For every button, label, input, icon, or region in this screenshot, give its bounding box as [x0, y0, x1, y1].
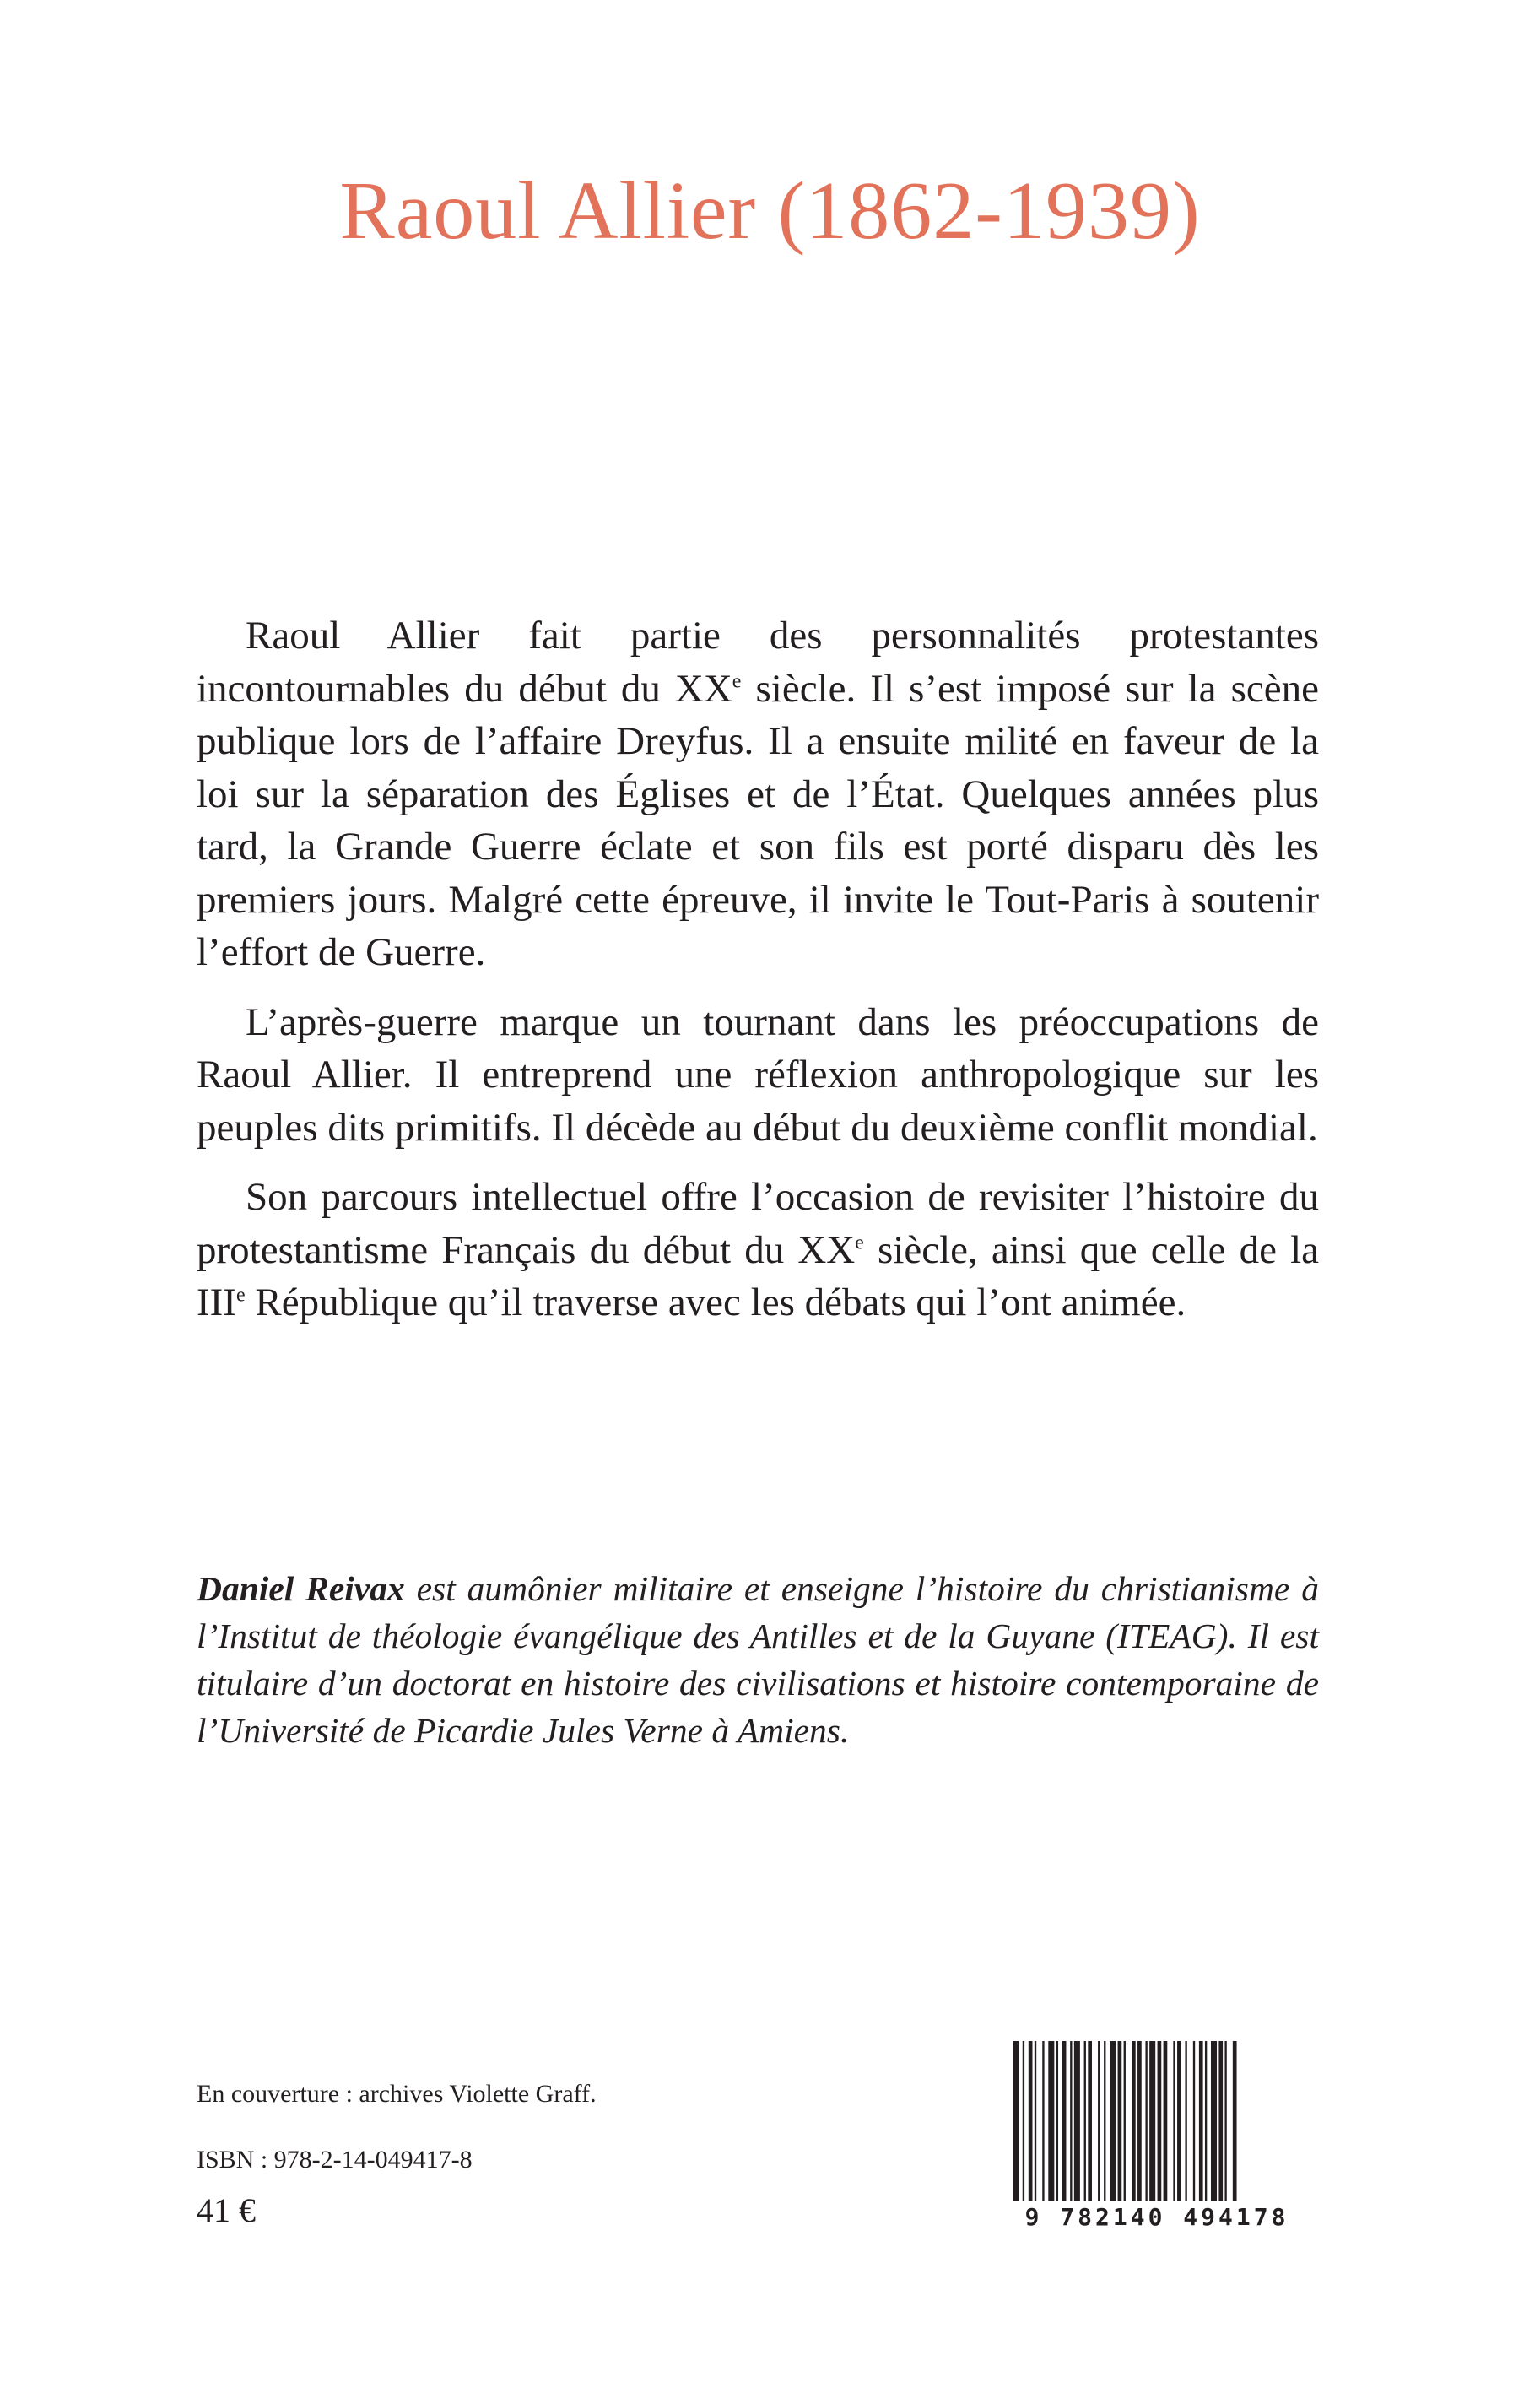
barcode-bar	[1177, 2041, 1181, 2201]
barcode-bar	[1029, 2041, 1033, 2201]
barcode-bar	[1056, 2041, 1058, 2201]
barcode-bar	[1088, 2041, 1092, 2201]
back-cover-summary	[197, 609, 1319, 1346]
book-title: Raoul Allier (1862-1939)	[339, 165, 1201, 257]
summary-paragraph-1	[197, 609, 1319, 979]
superscript: e	[732, 669, 742, 692]
summary-text: République qu’il traverse avec les débats qui l’ont animée.	[245, 1280, 1186, 1324]
superscript: e	[855, 1231, 864, 1253]
barcode-bar	[1110, 2041, 1116, 2201]
author-bio	[197, 1565, 1319, 1754]
barcode-bars	[1009, 2041, 1305, 2201]
barcode-bar	[1199, 2041, 1203, 2201]
barcode-bar	[1104, 2041, 1105, 2201]
summary-paragraph-2: L’après-guerre marque un tournant dans les préoccupations de Raoul Allier. Il entreprend une réflexion anthropologique sur les peuples dits primitifs. Il décède au début du deuxième conflit mondial.	[197, 999, 1319, 1150]
isbn: ISBN : 978-2-14-049417-8	[197, 2146, 473, 2174]
author-bio-text: est aumônier militaire et enseigne l’histoire du christianisme à l’Institut de théologie évangélique des Antilles et de la Guyane (ITEAG). Il est titulaire d’un doctorat en histoire des civilisations et histoire contemporaine de l’Université de Picardie Jules Verne à Amiens.	[197, 1569, 1319, 1750]
author-name: Daniel Reivax	[197, 1569, 405, 1608]
barcode-digits: 9 782140 494178	[1024, 2203, 1289, 2231]
superscript: e	[235, 1284, 246, 1307]
barcode-bar	[1149, 2041, 1155, 2201]
barcode-bar	[1084, 2041, 1086, 2201]
barcode-bar	[1185, 2041, 1186, 2201]
price: 41 €	[197, 2191, 256, 2229]
summary-paragraph-3	[197, 1171, 1319, 1329]
barcode-bar	[1023, 2041, 1024, 2201]
barcode-bar	[1132, 2041, 1136, 2201]
barcode-bar	[1193, 2041, 1195, 2201]
summary-text: Son parcours intellectuel offre l’occasion de revisiter l’histoire du protestantisme Français du début du XX	[197, 1175, 1319, 1272]
barcode-bar	[1070, 2041, 1072, 2201]
barcode-bar	[1211, 2041, 1217, 2201]
barcode-bar	[1098, 2041, 1100, 2201]
barcode-bar	[1062, 2041, 1067, 2201]
barcode-bar	[1048, 2041, 1054, 2201]
barcode-bar	[1158, 2041, 1162, 2201]
barcode-bar	[1042, 2041, 1044, 2201]
barcode-bar	[1013, 2041, 1019, 2201]
barcode-bar	[1233, 2041, 1237, 2201]
barcode-bar	[1173, 2041, 1175, 2201]
isbn-barcode	[1009, 2041, 1305, 2233]
barcode-bar	[1218, 2041, 1223, 2201]
summary-text: siècle. Il s’est imposé sur la scène publique lors de l’affaire Dreyfus. Il a ensuite milité en faveur de la loi sur la séparation des Églises et de l’État. Quelques années plus tard, la Grande Guerre éclate et son fils est porté disparu dès les premiers jours. Malgré cette épreuve, il invite le Tout-Paris à soutenir l’effort de Guerre.	[197, 666, 1319, 974]
barcode-bar	[1035, 2041, 1036, 2201]
barcode-bar	[1137, 2041, 1142, 2201]
summary-text: siècle, ainsi que celle de la III	[197, 1227, 1319, 1324]
barcode-bar	[1205, 2041, 1207, 2201]
barcode-bar	[1164, 2041, 1168, 2201]
barcode-bar	[1124, 2041, 1126, 2201]
barcode-bar	[1074, 2041, 1080, 2201]
summary-text: Raoul Allier fait partie des personnalités protestantes incontournables du début du XX	[197, 614, 1319, 711]
barcode-bar	[1224, 2041, 1226, 2201]
barcode-bar	[1145, 2041, 1147, 2201]
barcode-bar	[1118, 2041, 1122, 2201]
cover-credit: En couverture : archives Violette Graff.	[197, 2080, 597, 2108]
